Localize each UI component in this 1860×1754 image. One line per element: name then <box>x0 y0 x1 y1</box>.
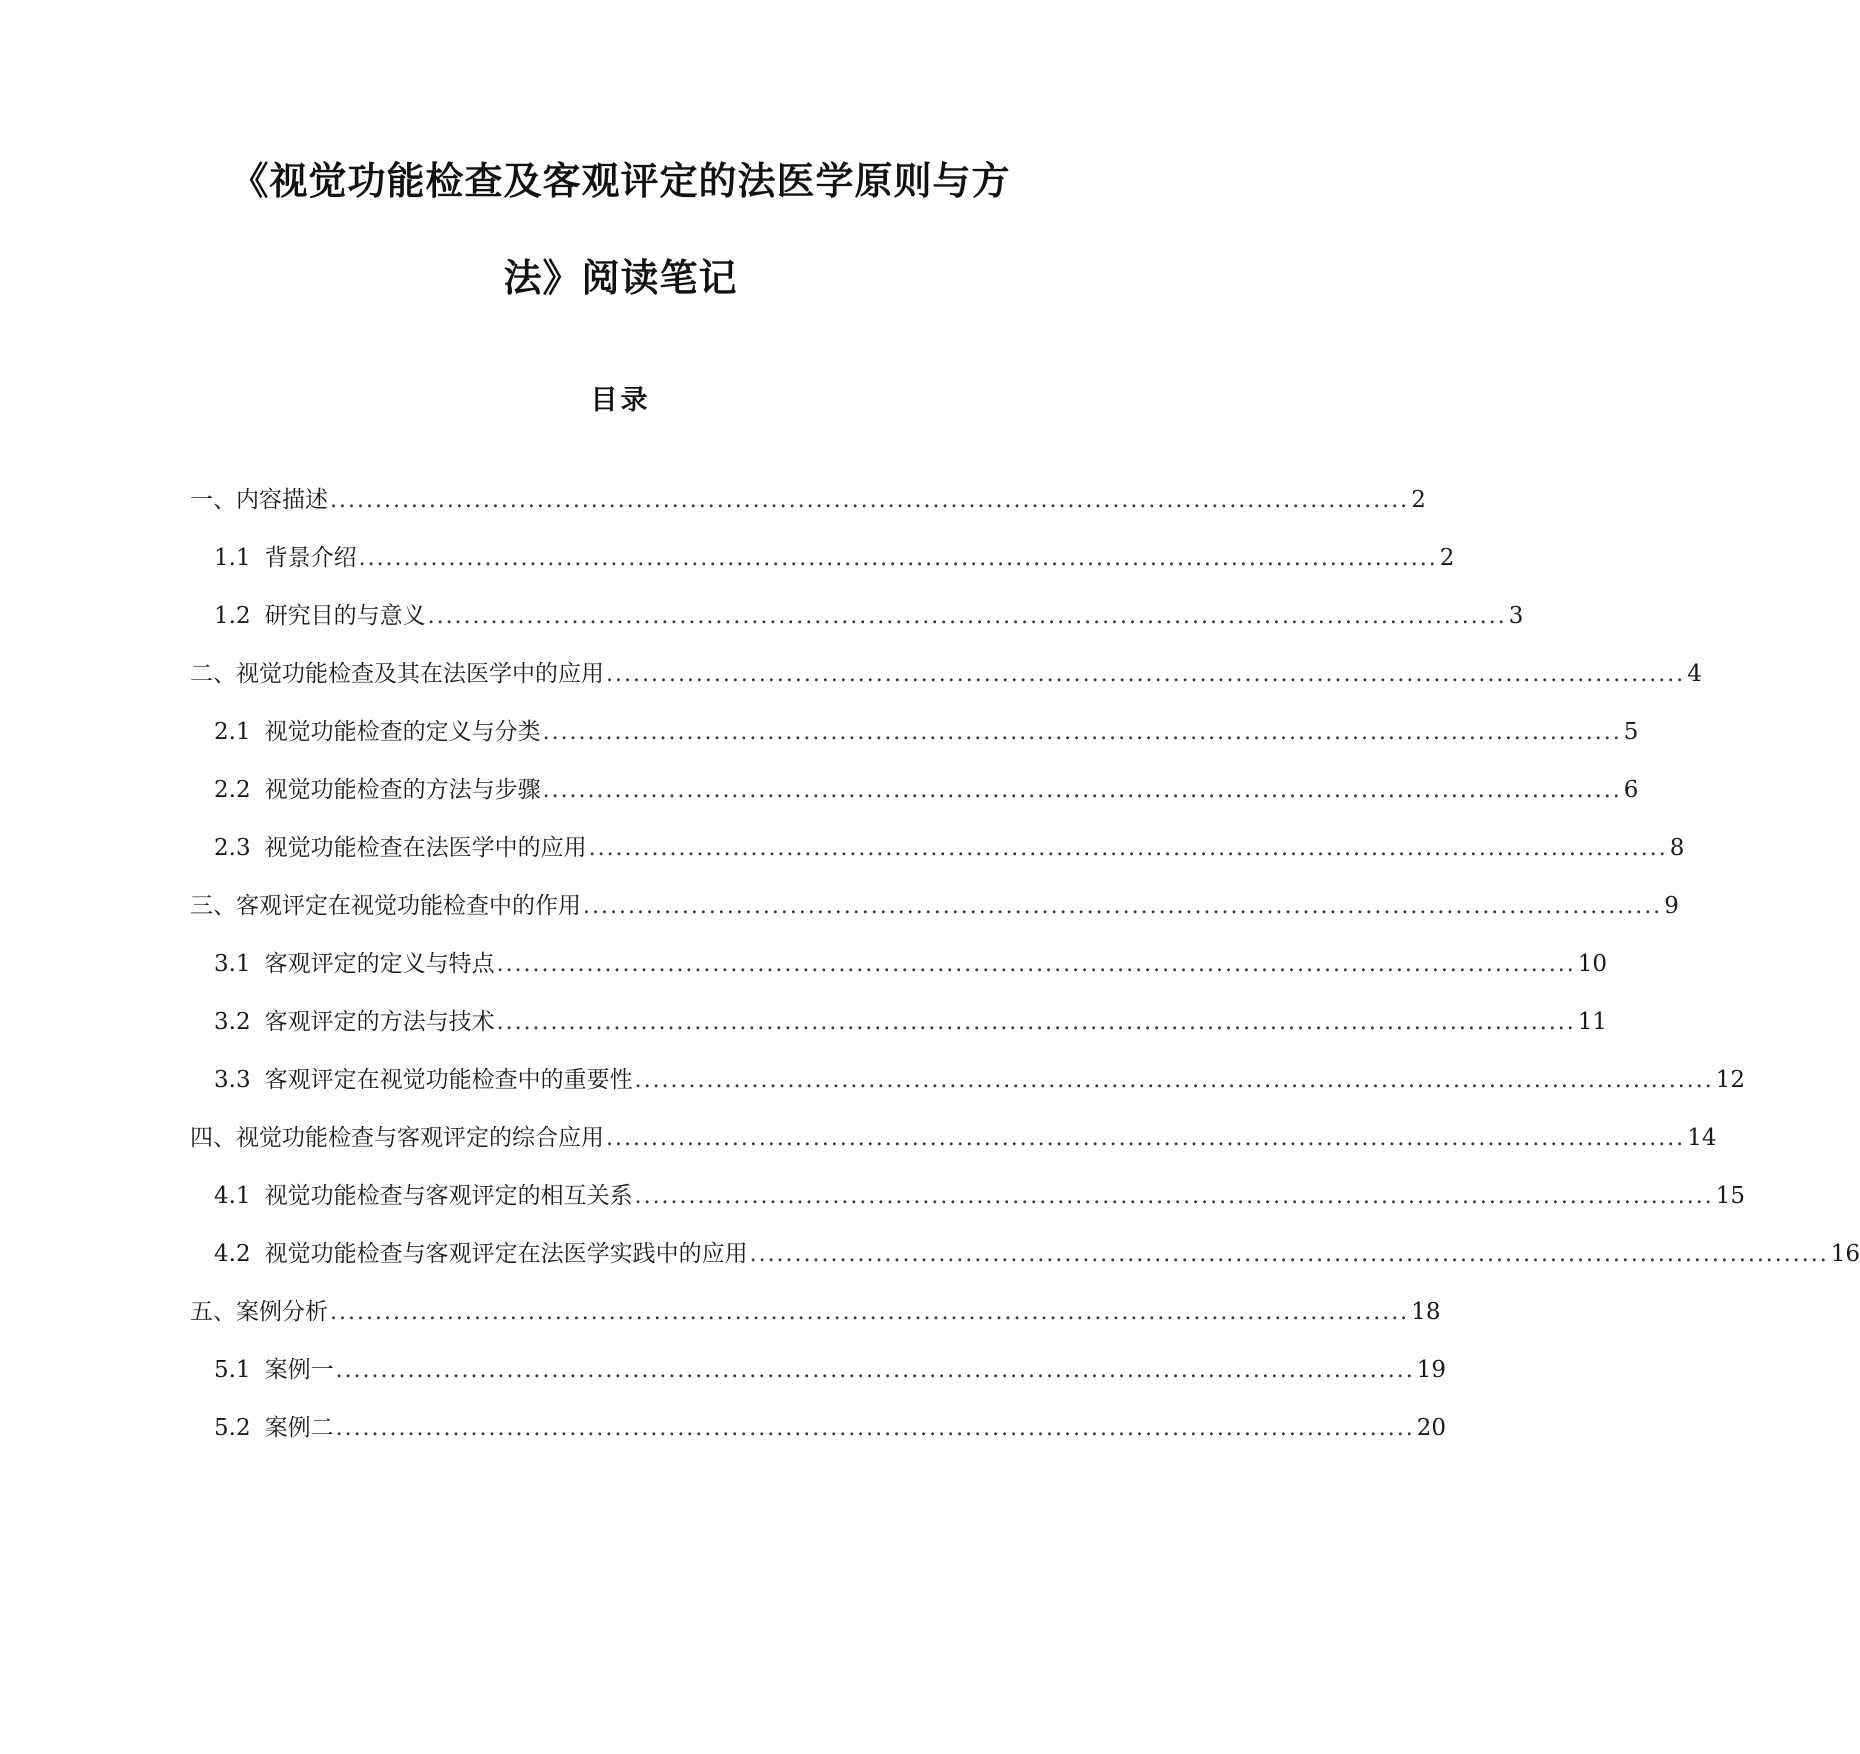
toc-entry-label: 视觉功能检查与客观评定在法医学实践中的应用 <box>264 1241 748 1267</box>
toc-entry-number: 5.2 <box>214 1415 251 1441</box>
toc-entry-text <box>190 886 581 926</box>
toc-entry[interactable] <box>214 1234 1860 1274</box>
toc-entry[interactable] <box>190 480 1426 520</box>
toc-entry-text <box>214 1176 633 1216</box>
toc-entry-page-number: 18 <box>1411 1299 1441 1325</box>
toc-entry[interactable] <box>190 1118 1717 1158</box>
toc-entry[interactable] <box>214 828 1685 868</box>
toc-entry-number: 2.3 <box>214 835 251 861</box>
toc-entry-label: 视觉功能检查的方法与步骤 <box>264 777 541 803</box>
toc-entry-page-number: 4 <box>1687 661 1702 687</box>
toc-entry[interactable] <box>214 1408 1447 1448</box>
toc-entry-label: 二、视觉功能检查及其在法医学中的应用 <box>190 661 604 687</box>
toc-entry-text <box>214 1234 748 1274</box>
document-title-line-2: 法》阅读笔记 <box>503 256 738 300</box>
toc-entry-label: 背景介绍 <box>264 545 357 571</box>
toc-entry-text <box>190 654 604 694</box>
toc-entry-page-number: 20 <box>1416 1415 1447 1441</box>
toc-dot-leader: ........................................................................................................................ <box>542 720 1622 745</box>
toc-entry-number: 3.2 <box>214 1009 251 1035</box>
toc-entry-label: 客观评定的定义与特点 <box>264 951 495 977</box>
toc-entry-text <box>214 1002 495 1042</box>
toc-entry-text <box>214 538 357 578</box>
toc-entry-page-number: 2 <box>1411 487 1426 513</box>
toc-entry-page-number: 6 <box>1623 777 1639 803</box>
toc-dot-leader: ........................................................................................................................ <box>588 836 1668 861</box>
toc-entry[interactable] <box>214 1002 1608 1042</box>
toc-dot-leader: ........................................................................................................................ <box>634 1184 1714 1209</box>
toc-entry-page-number: 9 <box>1664 893 1679 919</box>
toc-entry-page-number: 2 <box>1439 545 1455 571</box>
toc-entry[interactable] <box>214 596 1524 636</box>
toc-entry[interactable] <box>214 538 1455 578</box>
toc-dot-leader: ........................................................................................................................ <box>358 546 1438 571</box>
toc-entry[interactable] <box>214 712 1639 752</box>
toc-dot-leader: ........................................................................................................................ <box>606 662 1686 687</box>
toc-dot-leader: ........................................................................................................................ <box>496 1010 1576 1035</box>
toc-dot-leader: ........................................................................................................................ <box>330 488 1410 513</box>
toc-dot-leader: ........................................................................................................................ <box>335 1416 1415 1441</box>
toc-dot-leader: ........................................................................................................................ <box>583 894 1663 919</box>
toc-entry-page-number: 8 <box>1669 835 1685 861</box>
document-title-line-1: 《视觉功能检查及客观评定的法医学原则与方 <box>230 159 1011 203</box>
toc-entry-label: 客观评定在视觉功能检查中的重要性 <box>264 1067 633 1093</box>
toc-entry[interactable] <box>214 1060 1746 1100</box>
toc-heading: 目录 <box>590 385 651 416</box>
toc-entry[interactable] <box>214 1176 1746 1216</box>
toc-entry[interactable] <box>214 770 1639 810</box>
toc-entry-label: 视觉功能检查在法医学中的应用 <box>264 835 587 861</box>
toc-entry-number: 2.1 <box>214 719 251 745</box>
toc-dot-leader: ........................................................................................................................ <box>634 1068 1714 1093</box>
toc-dot-leader: ........................................................................................................................ <box>335 1358 1415 1383</box>
toc-entry[interactable] <box>190 886 1679 926</box>
toc-entry-label: 客观评定的方法与技术 <box>264 1009 495 1035</box>
toc-entry-number: 2.2 <box>214 777 251 803</box>
toc-entry-label: 一、内容描述 <box>190 487 328 513</box>
toc-dot-leader: ........................................................................................................................ <box>330 1300 1410 1325</box>
toc-entry-text <box>214 828 587 868</box>
toc-entry-label: 研究目的与意义 <box>264 603 426 629</box>
toc-entry-text <box>214 1350 334 1390</box>
toc-entry-page-number: 10 <box>1577 951 1608 977</box>
toc-entry-text <box>214 1408 334 1448</box>
toc-entry-number: 1.2 <box>214 603 251 629</box>
toc-entry-page-number: 5 <box>1623 719 1639 745</box>
toc-dot-leader: ........................................................................................................................ <box>606 1126 1686 1151</box>
toc-entry-page-number: 3 <box>1508 603 1524 629</box>
toc-entry[interactable] <box>190 654 1702 694</box>
toc-entry-page-number: 19 <box>1416 1357 1447 1383</box>
toc-entry-page-number: 16 <box>1830 1241 1860 1267</box>
toc-entry-text <box>190 480 328 520</box>
toc-entry-page-number: 11 <box>1577 1009 1608 1035</box>
toc-entry-label: 视觉功能检查与客观评定的相互关系 <box>264 1183 633 1209</box>
toc-entry-text <box>190 1118 604 1158</box>
toc-entry[interactable] <box>214 1350 1447 1390</box>
toc-entry[interactable] <box>190 1292 1441 1332</box>
toc-entry-label: 三、客观评定在视觉功能检查中的作用 <box>190 893 581 919</box>
toc-entry-text <box>214 596 426 636</box>
toc-entry-label: 视觉功能检查的定义与分类 <box>264 719 541 745</box>
toc-entry-text <box>190 1292 328 1332</box>
toc-entry-number: 1.1 <box>214 545 251 571</box>
toc-entry-text <box>214 712 541 752</box>
toc-entry-page-number: 14 <box>1687 1125 1717 1151</box>
toc-entry-number: 5.1 <box>214 1357 251 1383</box>
toc-entry-label: 五、案例分析 <box>190 1299 328 1325</box>
toc-entry-label: 四、视觉功能检查与客观评定的综合应用 <box>190 1125 604 1151</box>
toc-entry-number: 3.3 <box>214 1067 251 1093</box>
toc-entry-text <box>214 1060 633 1100</box>
toc-entry-page-number: 12 <box>1715 1067 1746 1093</box>
toc-entry[interactable] <box>214 944 1608 984</box>
toc-dot-leader: ........................................................................................................................ <box>496 952 1576 977</box>
toc-entry-page-number: 15 <box>1715 1183 1746 1209</box>
toc-entry-label: 案例一 <box>264 1357 334 1383</box>
toc-entry-text <box>214 770 541 810</box>
toc-entry-text <box>214 944 495 984</box>
toc-dot-leader: ........................................................................................................................ <box>542 778 1622 803</box>
toc-entry-number: 4.1 <box>214 1183 251 1209</box>
toc-dot-leader: ........................................................................................................................ <box>749 1242 1829 1267</box>
toc-entry-label: 案例二 <box>264 1415 334 1441</box>
toc-entry-number: 3.1 <box>214 951 251 977</box>
toc-entry-number: 4.2 <box>214 1241 251 1267</box>
toc-dot-leader: ........................................................................................................................ <box>427 604 1507 629</box>
